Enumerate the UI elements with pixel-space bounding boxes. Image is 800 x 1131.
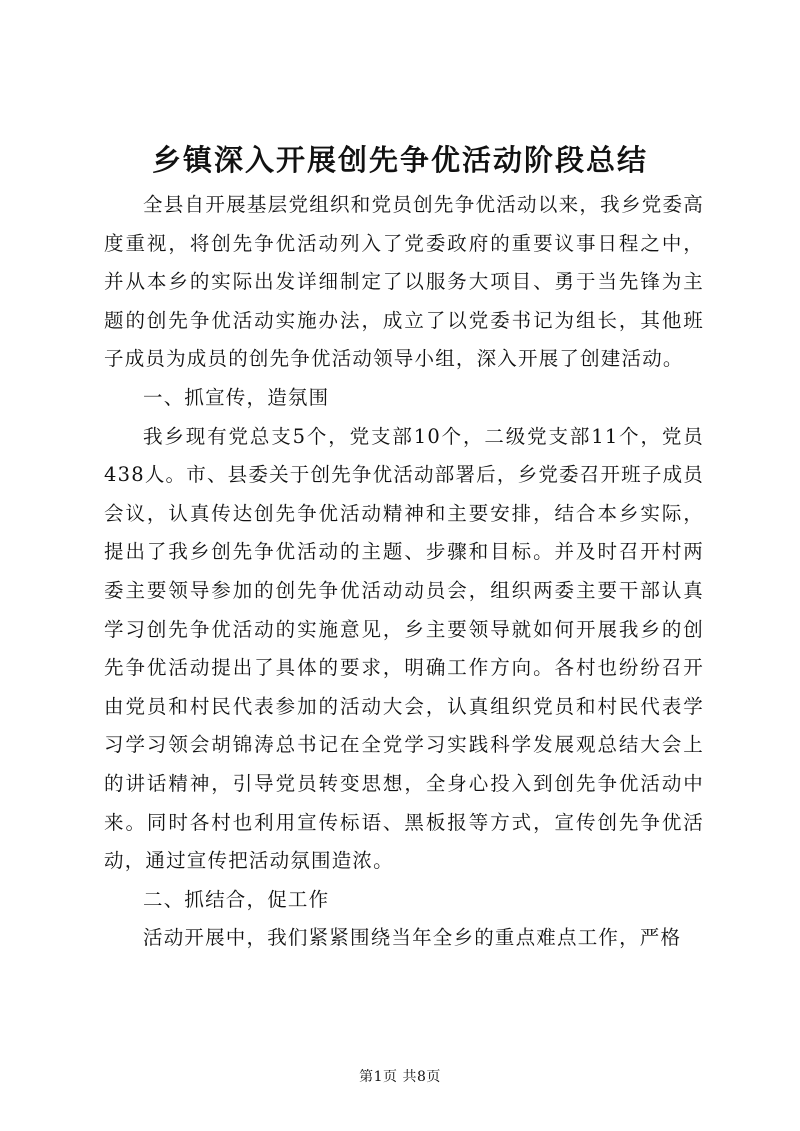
paragraph-section-1: 我乡现有党总支5个，党支部10个，二级党支部11个，党员438人。市、县委关于创先争优活动部署后，乡党委召开班子成员会议，认真传达创先争优活动精神和主要安排，结合本乡实际，提出了我乡创先争优活动的主题、步骤和目标。并及时召开村两委主要领导参加的创先争优活动动员会，组织两委主要干部认真学习创先争优活动的实施意见，乡主要领导就如何开展我乡的创先争优活动提出了具体的要求，明确工作方向。各村也纷纷召开由党员和村民代表参加的活动大会，认真组织党员和村民代表学习学习领会胡锦涛总书记在全党学习实践科学发展观总结大会上的讲话精神，引导党员转变思想，全身心投入到创先争优活动中来。同时各村也利用宣传标语、黑板报等方式，宣传创先争优活动，通过宣传把活动氛围造浓。 (104, 424, 704, 873)
paragraph-section-2: 活动开展中，我们紧紧围绕当年全乡的重点难点工作，严格 (143, 926, 682, 950)
section-heading-2: 二、抓结合，促工作 (143, 887, 330, 911)
document-title: 乡镇深入开展创先争优活动阶段总结 (151, 143, 648, 177)
page-footer: 第1页 共8页 (359, 1069, 441, 1085)
document-body (104, 186, 704, 958)
section-heading-1: 一、抓宣传，造氛围 (143, 385, 330, 409)
paragraph-intro: 全县自开展基层党组织和党员创先争优活动以来，我乡党委高度重视，将创先争优活动列入了党委政府的重要议事日程之中，并从本乡的实际出发详细制定了以服务大项目、勇于当先锋为主题的创先争优活动实施办法，成立了以党委书记为组长，其他班子成员为成员的创先争优活动领导小组，深入开展了创建活动。 (104, 193, 704, 371)
